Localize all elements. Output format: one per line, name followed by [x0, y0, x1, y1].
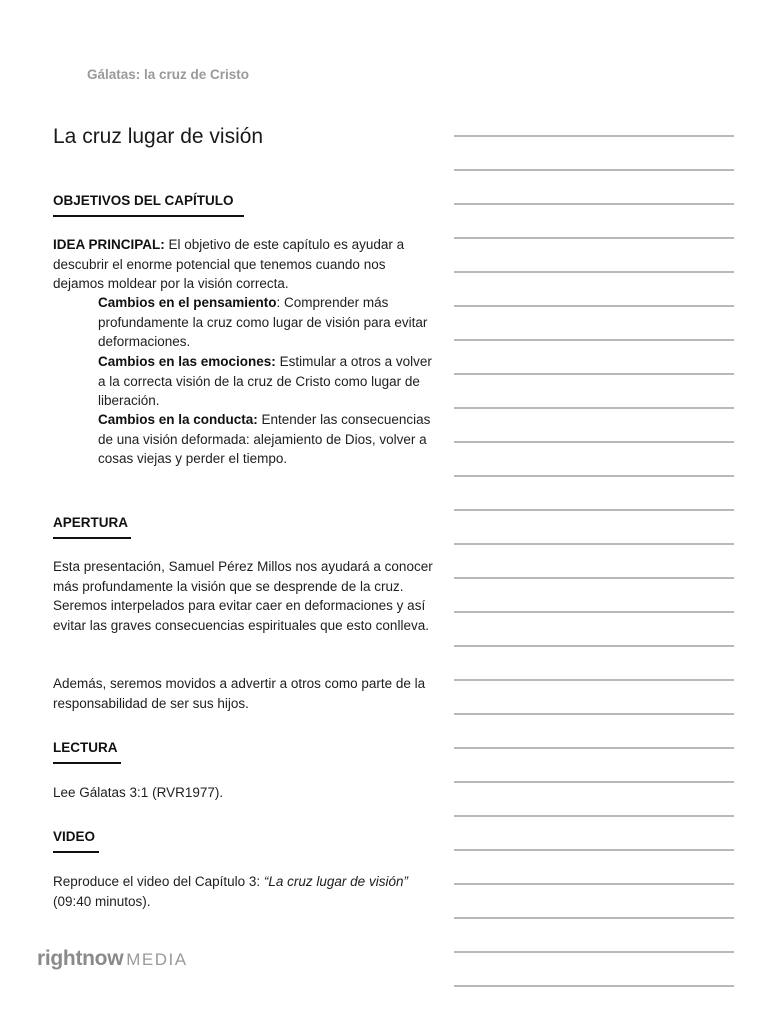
idea-label: IDEA PRINCIPAL:: [53, 237, 165, 252]
heading-objetivos: OBJETIVOS DEL CAPÍTULO: [53, 193, 234, 208]
pensamiento-text: : Comprender más profundamente la cruz como lugar de visión para evitar deformaciones.: [98, 295, 428, 349]
notes-line: [454, 713, 734, 715]
running-title: Gálatas: la cruz de Cristo: [87, 67, 250, 82]
logo-part-1: rightnow: [37, 947, 124, 970]
heading-lectura: LECTURA: [53, 740, 118, 755]
notes-line: [454, 883, 734, 885]
heading-underline: [53, 537, 131, 539]
page-title: La cruz lugar de visión: [53, 125, 264, 148]
logo-part-2: MEDIA: [126, 950, 188, 969]
idea-principal: [53, 235, 438, 294]
apertura-paragraph-2: Además, seremos movidos a advertir a otros como parte de la responsabilidad de ser sus hijos.: [53, 676, 426, 711]
notes-line: [454, 849, 734, 851]
notes-line: [454, 509, 734, 511]
notes-line: [454, 135, 734, 137]
notes-line: [454, 917, 734, 919]
heading-apertura: APERTURA: [53, 515, 129, 530]
notes-line: [454, 577, 734, 579]
emociones-text: Estimular a otros a volver a la correcta visión de la cruz de Cristo como lugar de liberación.: [98, 354, 432, 408]
heading-underline: [53, 762, 121, 764]
notes-line: [454, 169, 734, 171]
notes-line: [454, 815, 734, 817]
notes-line: [454, 203, 734, 205]
cambios-emociones: [98, 352, 438, 411]
notes-line: [454, 781, 734, 783]
notes-line: [454, 373, 734, 375]
notes-line: [454, 985, 734, 987]
notes-line: [454, 747, 734, 749]
notes-line: [454, 679, 734, 681]
notes-line: [454, 475, 734, 477]
notes-line: [454, 339, 734, 341]
pensamiento-label: Cambios en el pensamiento: [98, 295, 277, 310]
notes-line: [454, 611, 734, 613]
conducta-label: Cambios en la conducta:: [98, 412, 258, 427]
video-text-post: (09:40 minutos).: [53, 893, 151, 909]
notes-line: [454, 543, 734, 545]
video-text-pre: Reproduce el video del Capítulo 3:: [53, 874, 264, 889]
notes-line: [454, 951, 734, 953]
apertura-paragraph-1: Esta presentación, Samuel Pérez Millos nos ayudará a conocer más profundamente la visión que se desprende de la cruz. Seremos interpelados para evitar caer en deformaciones y así evitar las graves consecuencias espirituales que esto conlleva.: [53, 559, 433, 633]
heading-underline: [53, 215, 244, 217]
idea-text: El objetivo de este capítulo es ayudar a descubrir el enorme potencial que tenemos cuando nos dejamos moldear por la visión correcta.: [53, 237, 405, 291]
lectura-text: Lee Gálatas 3:1 (RVR1977).: [53, 785, 224, 800]
heading-underline: [53, 851, 99, 853]
heading-video: VIDEO: [53, 829, 96, 844]
rightnow-media-logo: [37, 947, 188, 971]
notes-line: [454, 237, 734, 239]
cambios-pensamiento: [98, 293, 438, 352]
cambios-conducta: [98, 410, 438, 469]
conducta-text: Entender las consecuencias de una visión deformada: alejamiento de Dios, volver a cosas viejas y perder el tiempo.: [98, 412, 431, 466]
video-title: “La cruz lugar de visión”: [263, 874, 408, 889]
notes-line: [454, 441, 734, 443]
notes-line: [454, 645, 734, 647]
video-text: [53, 872, 438, 911]
notes-line: [454, 305, 734, 307]
emociones-label: Cambios en las emociones:: [98, 354, 276, 369]
notes-line: [454, 271, 734, 273]
notes-line: [454, 407, 734, 409]
